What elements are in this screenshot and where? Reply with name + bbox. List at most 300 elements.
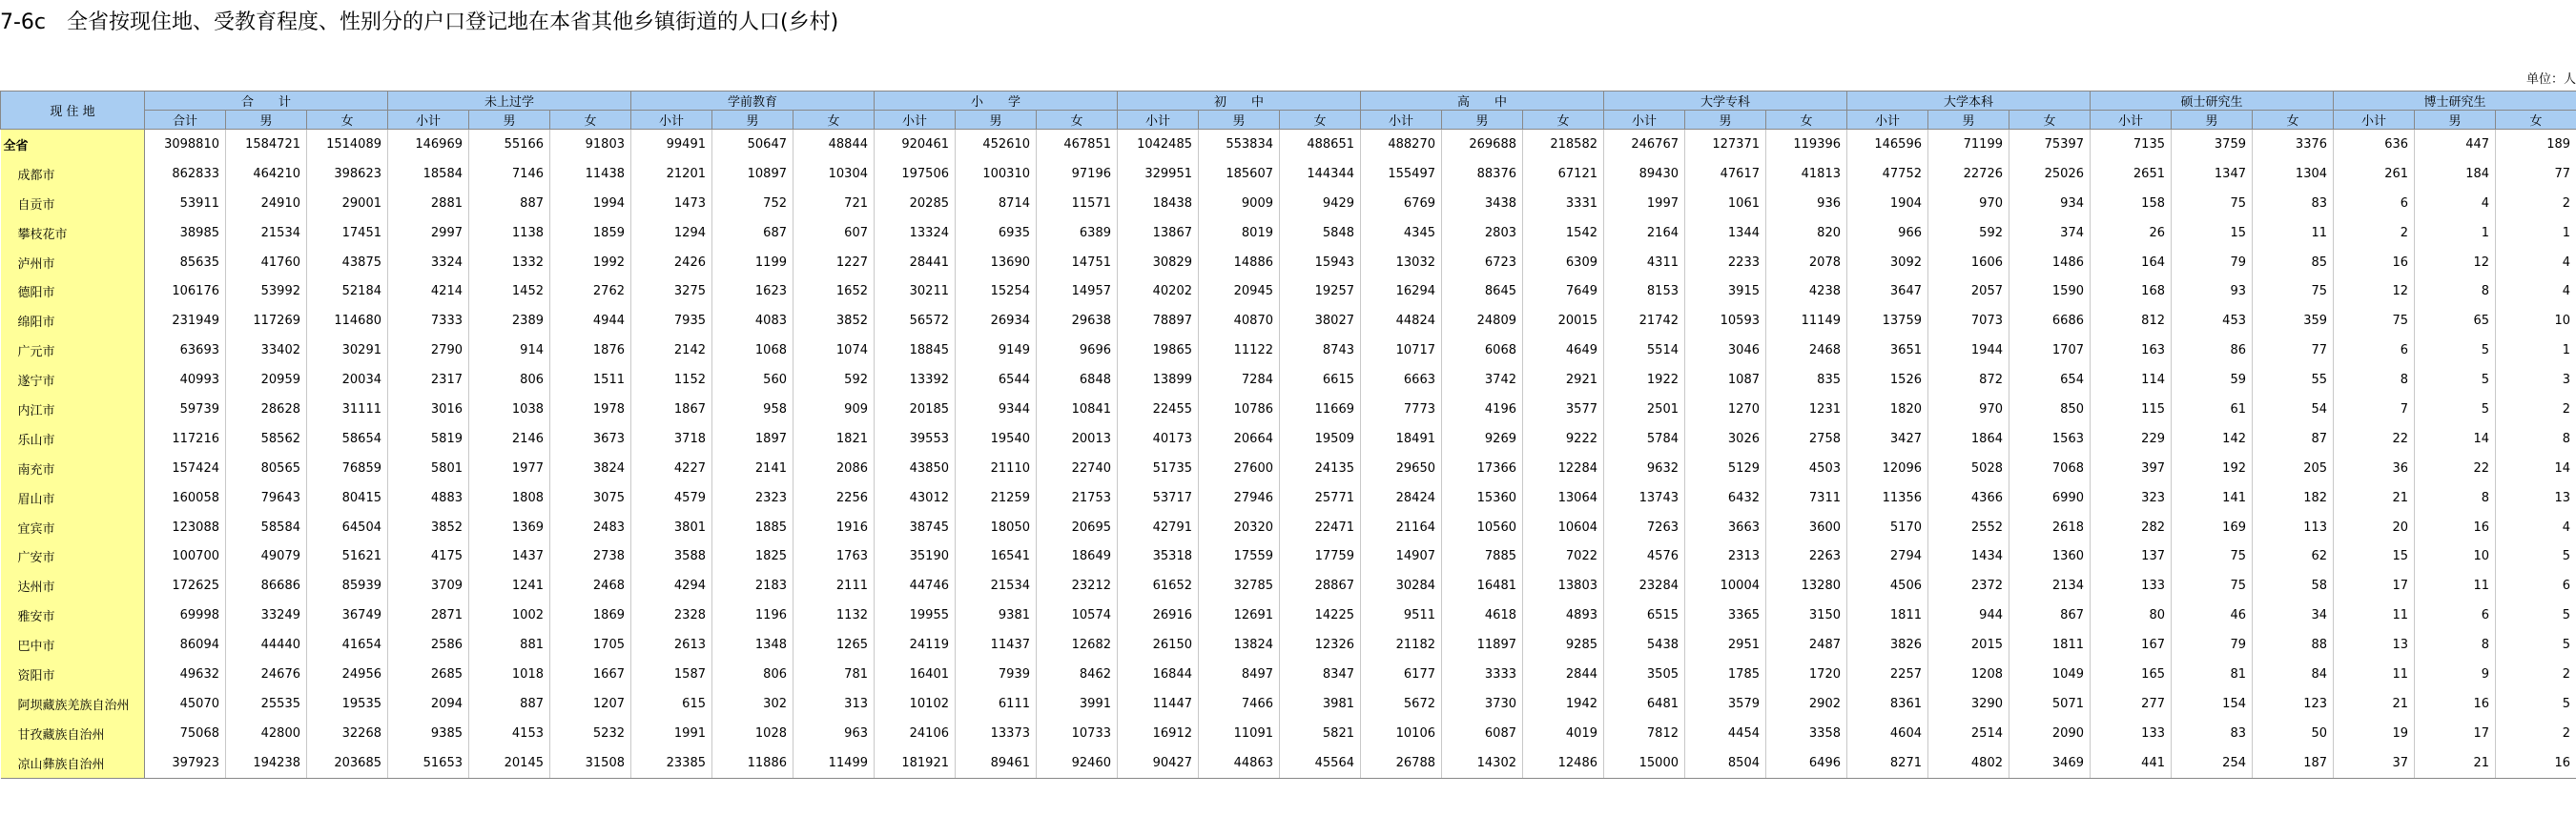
- value-cell: 2881: [388, 189, 469, 218]
- value-cell: 8743: [1280, 336, 1361, 365]
- value-cell: 9385: [388, 719, 469, 748]
- value-cell: 79: [2172, 248, 2253, 277]
- value-cell: 2762: [550, 276, 631, 306]
- value-cell: 75: [2172, 541, 2253, 571]
- value-cell: 13690: [956, 248, 1037, 277]
- value-cell: 721: [793, 189, 875, 218]
- value-cell: 4196: [1442, 395, 1523, 424]
- table-row: [1, 306, 2576, 336]
- value-cell: 229: [2091, 424, 2172, 454]
- value-cell: 19535: [307, 689, 388, 719]
- value-cell: 38027: [1280, 306, 1361, 336]
- value-cell: 1332: [469, 248, 550, 277]
- value-cell: 2134: [2009, 571, 2091, 601]
- value-cell: 2090: [2009, 719, 2091, 748]
- value-cell: 607: [793, 218, 875, 248]
- sub-header: 小计: [875, 111, 956, 130]
- value-cell: 269688: [1442, 130, 1523, 159]
- value-cell: 75: [2253, 276, 2334, 306]
- value-cell: 16481: [1442, 571, 1523, 601]
- value-cell: 1897: [712, 424, 793, 454]
- value-cell: 17559: [1199, 541, 1280, 571]
- value-cell: 29638: [1037, 306, 1118, 336]
- value-cell: 1304: [2253, 159, 2334, 189]
- value-cell: 185607: [1199, 159, 1280, 189]
- value-cell: 398623: [307, 159, 388, 189]
- value-cell: 127371: [1685, 130, 1766, 159]
- value-cell: 20013: [1037, 424, 1118, 454]
- value-cell: 5672: [1361, 689, 1442, 719]
- value-cell: 184: [2415, 159, 2496, 189]
- sub-header: 小计: [1118, 111, 1199, 130]
- table-row: [1, 248, 2576, 277]
- value-cell: 867: [2009, 601, 2091, 630]
- value-cell: 560: [712, 365, 793, 395]
- value-cell: 1348: [712, 630, 793, 660]
- value-cell: 13280: [1766, 571, 1847, 601]
- value-cell: 6: [2496, 571, 2576, 601]
- value-cell: 36: [2334, 454, 2415, 483]
- value-cell: 1028: [712, 719, 793, 748]
- value-cell: 80: [2091, 601, 2172, 630]
- value-cell: 19865: [1118, 336, 1199, 365]
- value-cell: 16401: [875, 660, 956, 689]
- value-cell: 4802: [1928, 748, 2009, 778]
- value-cell: 20034: [307, 365, 388, 395]
- value-cell: 58584: [226, 513, 307, 542]
- value-cell: 146969: [388, 130, 469, 159]
- value-cell: 8645: [1442, 276, 1523, 306]
- value-cell: 1347: [2172, 159, 2253, 189]
- value-cell: 18438: [1118, 189, 1199, 218]
- value-cell: 6111: [956, 689, 1037, 719]
- value-cell: 157424: [145, 454, 226, 483]
- region-cell: 遂宁市: [1, 365, 145, 395]
- value-cell: 6: [2334, 189, 2415, 218]
- value-cell: 881: [469, 630, 550, 660]
- value-cell: 2233: [1685, 248, 1766, 277]
- value-cell: 2468: [1766, 336, 1847, 365]
- value-cell: 1087: [1685, 365, 1766, 395]
- value-cell: 3505: [1604, 660, 1685, 689]
- value-cell: 197506: [875, 159, 956, 189]
- value-cell: 2256: [793, 483, 875, 513]
- value-cell: 19: [2334, 719, 2415, 748]
- value-cell: 93: [2172, 276, 2253, 306]
- value-cell: 2483: [550, 513, 631, 542]
- value-cell: 20959: [226, 365, 307, 395]
- value-cell: 7073: [1928, 306, 2009, 336]
- value-cell: 10717: [1361, 336, 1442, 365]
- value-cell: 246767: [1604, 130, 1685, 159]
- value-cell: 3075: [550, 483, 631, 513]
- value-cell: 55: [2253, 365, 2334, 395]
- value-cell: 23284: [1604, 571, 1685, 601]
- value-cell: 10786: [1199, 395, 1280, 424]
- value-cell: 165: [2091, 660, 2172, 689]
- table-row: [1, 276, 2576, 306]
- value-cell: 6935: [956, 218, 1037, 248]
- value-cell: 21: [2334, 483, 2415, 513]
- value-cell: 6389: [1037, 218, 1118, 248]
- value-cell: 15943: [1280, 248, 1361, 277]
- value-cell: 5848: [1280, 218, 1361, 248]
- value-cell: 1207: [550, 689, 631, 719]
- value-cell: 5801: [388, 454, 469, 483]
- value-cell: 4019: [1523, 719, 1604, 748]
- value-cell: 20: [2334, 513, 2415, 542]
- value-cell: 16: [2415, 689, 2496, 719]
- sub-header: 男: [469, 111, 550, 130]
- value-cell: 1514089: [307, 130, 388, 159]
- value-cell: 1241: [469, 571, 550, 601]
- value-cell: 7939: [956, 660, 1037, 689]
- value-cell: 1231: [1766, 395, 1847, 424]
- sub-header: 小计: [1847, 111, 1928, 130]
- value-cell: 11886: [712, 748, 793, 778]
- value-cell: 1199: [712, 248, 793, 277]
- value-cell: 28441: [875, 248, 956, 277]
- page-title: 7-6c 全省按现住地、受教育程度、性别分的户口登记地在本省其他乡镇街道的人口(乡村): [0, 10, 839, 34]
- value-cell: 5028: [1928, 454, 2009, 483]
- value-cell: 18649: [1037, 541, 1118, 571]
- value-cell: 282: [2091, 513, 2172, 542]
- value-cell: 1208: [1928, 660, 2009, 689]
- value-cell: 75068: [145, 719, 226, 748]
- value-cell: 17451: [307, 218, 388, 248]
- value-cell: 24119: [875, 630, 956, 660]
- value-cell: 7146: [469, 159, 550, 189]
- value-cell: 3: [2496, 365, 2576, 395]
- value-cell: 1652: [793, 276, 875, 306]
- value-cell: 11897: [1442, 630, 1523, 660]
- value-cell: 6663: [1361, 365, 1442, 395]
- value-cell: 2015: [1928, 630, 2009, 660]
- value-cell: 2426: [631, 248, 712, 277]
- group-header: 高 中: [1361, 92, 1604, 111]
- value-cell: 21164: [1361, 513, 1442, 542]
- value-cell: 37: [2334, 748, 2415, 778]
- value-cell: 11437: [956, 630, 1037, 660]
- value-cell: 61: [2172, 395, 2253, 424]
- value-cell: 22471: [1280, 513, 1361, 542]
- value-cell: 35190: [875, 541, 956, 571]
- value-cell: 9222: [1523, 424, 1604, 454]
- value-cell: 5: [2496, 630, 2576, 660]
- value-cell: 41760: [226, 248, 307, 277]
- value-cell: 359: [2253, 306, 2334, 336]
- value-cell: 80415: [307, 483, 388, 513]
- value-cell: 1074: [793, 336, 875, 365]
- value-cell: 1944: [1928, 336, 2009, 365]
- value-cell: 2501: [1604, 395, 1685, 424]
- value-cell: 11091: [1199, 719, 1280, 748]
- value-cell: 4366: [1928, 483, 2009, 513]
- table-row: [1, 748, 2576, 778]
- value-cell: 77: [2496, 159, 2576, 189]
- value-cell: 7068: [2009, 454, 2091, 483]
- value-cell: 6686: [2009, 306, 2091, 336]
- value-cell: 79643: [226, 483, 307, 513]
- region-cell: 乐山市: [1, 424, 145, 454]
- value-cell: 2951: [1685, 630, 1766, 660]
- value-cell: 374: [2009, 218, 2091, 248]
- region-cell: 凉山彝族自治州: [1, 748, 145, 778]
- region-cell: 内江市: [1, 395, 145, 424]
- value-cell: 54: [2253, 395, 2334, 424]
- group-header: 未上过学: [388, 92, 631, 111]
- value-cell: 90427: [1118, 748, 1199, 778]
- value-cell: 25535: [226, 689, 307, 719]
- value-cell: 4083: [712, 306, 793, 336]
- value-cell: 3852: [388, 513, 469, 542]
- value-cell: 7466: [1199, 689, 1280, 719]
- value-cell: 2323: [712, 483, 793, 513]
- value-cell: 28628: [226, 395, 307, 424]
- value-cell: 21: [2415, 748, 2496, 778]
- table-row: [1, 660, 2576, 689]
- value-cell: 5819: [388, 424, 469, 454]
- value-cell: 14: [2496, 454, 2576, 483]
- value-cell: 22726: [1928, 159, 2009, 189]
- value-cell: 1511: [550, 365, 631, 395]
- value-cell: 7135: [2091, 130, 2172, 159]
- table-row: [1, 130, 2576, 159]
- value-cell: 20945: [1199, 276, 1280, 306]
- value-cell: 8: [2496, 424, 2576, 454]
- value-cell: 3801: [631, 513, 712, 542]
- value-cell: 99491: [631, 130, 712, 159]
- value-cell: 5232: [550, 719, 631, 748]
- value-cell: 2586: [388, 630, 469, 660]
- value-cell: 1763: [793, 541, 875, 571]
- value-cell: 16294: [1361, 276, 1442, 306]
- value-cell: 44824: [1361, 306, 1442, 336]
- value-cell: 1563: [2009, 424, 2091, 454]
- table-row: [1, 365, 2576, 395]
- table-row: [1, 630, 2576, 660]
- value-cell: 4175: [388, 541, 469, 571]
- region-cell: 阿坝藏族羌族自治州: [1, 689, 145, 719]
- value-cell: 3376: [2253, 130, 2334, 159]
- value-cell: 7812: [1604, 719, 1685, 748]
- value-cell: 6723: [1442, 248, 1523, 277]
- value-cell: 86094: [145, 630, 226, 660]
- value-cell: 2651: [2091, 159, 2172, 189]
- value-cell: 11: [2334, 660, 2415, 689]
- value-cell: 30284: [1361, 571, 1442, 601]
- group-header: 大学专科: [1604, 92, 1847, 111]
- value-cell: 12: [2334, 276, 2415, 306]
- value-cell: 1667: [550, 660, 631, 689]
- value-cell: 1452: [469, 276, 550, 306]
- value-cell: 19509: [1280, 424, 1361, 454]
- value-cell: 7773: [1361, 395, 1442, 424]
- value-cell: 12284: [1523, 454, 1604, 483]
- group-header-row: [1, 92, 2576, 111]
- value-cell: 2146: [469, 424, 550, 454]
- value-cell: 137: [2091, 541, 2172, 571]
- value-cell: 13373: [956, 719, 1037, 748]
- value-cell: 687: [712, 218, 793, 248]
- value-cell: 43850: [875, 454, 956, 483]
- sub-header: 女: [1766, 111, 1847, 130]
- value-cell: 58: [2253, 571, 2334, 601]
- value-cell: 3324: [388, 248, 469, 277]
- value-cell: 2183: [712, 571, 793, 601]
- value-cell: 615: [631, 689, 712, 719]
- value-cell: 10593: [1685, 306, 1766, 336]
- value-cell: 6: [2415, 601, 2496, 630]
- value-cell: 189: [2496, 130, 2576, 159]
- sub-header: 小计: [1604, 111, 1685, 130]
- value-cell: 13759: [1847, 306, 1928, 336]
- value-cell: 11499: [793, 748, 875, 778]
- value-cell: 1138: [469, 218, 550, 248]
- value-cell: 69998: [145, 601, 226, 630]
- value-cell: 4649: [1523, 336, 1604, 365]
- group-header: 学前教育: [631, 92, 875, 111]
- value-cell: 40993: [145, 365, 226, 395]
- value-cell: 34: [2253, 601, 2334, 630]
- value-cell: 16: [2496, 748, 2576, 778]
- value-cell: 27600: [1199, 454, 1280, 483]
- value-cell: 1584721: [226, 130, 307, 159]
- value-cell: 8019: [1199, 218, 1280, 248]
- value-cell: 10604: [1523, 513, 1604, 542]
- value-cell: 2468: [550, 571, 631, 601]
- value-cell: 9632: [1604, 454, 1685, 483]
- value-cell: 2685: [388, 660, 469, 689]
- value-cell: 277: [2091, 689, 2172, 719]
- value-cell: 914: [469, 336, 550, 365]
- value-cell: 133: [2091, 571, 2172, 601]
- value-cell: 8497: [1199, 660, 1280, 689]
- value-cell: 5: [2496, 689, 2576, 719]
- value-cell: 86: [2172, 336, 2253, 365]
- value-cell: 397: [2091, 454, 2172, 483]
- value-cell: 5129: [1685, 454, 1766, 483]
- value-cell: 3673: [550, 424, 631, 454]
- sub-header: 女: [1280, 111, 1361, 130]
- value-cell: 11438: [550, 159, 631, 189]
- value-cell: 2738: [550, 541, 631, 571]
- value-cell: 21753: [1037, 483, 1118, 513]
- value-cell: 16912: [1118, 719, 1199, 748]
- value-cell: 4227: [631, 454, 712, 483]
- value-cell: 5: [2496, 601, 2576, 630]
- value-cell: 806: [712, 660, 793, 689]
- value-cell: 8462: [1037, 660, 1118, 689]
- value-cell: 1820: [1847, 395, 1928, 424]
- value-cell: 1360: [2009, 541, 2091, 571]
- value-cell: 467851: [1037, 130, 1118, 159]
- value-cell: 40870: [1199, 306, 1280, 336]
- unit-label: 单位：人: [2525, 72, 2576, 87]
- value-cell: 1061: [1685, 189, 1766, 218]
- value-cell: 12682: [1037, 630, 1118, 660]
- value-cell: 192: [2172, 454, 2253, 483]
- value-cell: 14907: [1361, 541, 1442, 571]
- value-cell: 39553: [875, 424, 956, 454]
- value-cell: 4214: [388, 276, 469, 306]
- sub-header: 男: [1442, 111, 1523, 130]
- value-cell: 3718: [631, 424, 712, 454]
- value-cell: 5438: [1604, 630, 1685, 660]
- value-cell: 3709: [388, 571, 469, 601]
- value-cell: 133: [2091, 719, 2172, 748]
- value-cell: 45070: [145, 689, 226, 719]
- value-cell: 3469: [2009, 748, 2091, 778]
- value-cell: 123: [2253, 689, 2334, 719]
- value-cell: 33402: [226, 336, 307, 365]
- table-row: [1, 336, 2576, 365]
- value-cell: 14: [2415, 424, 2496, 454]
- value-cell: 3427: [1847, 424, 1928, 454]
- value-cell: 52184: [307, 276, 388, 306]
- value-cell: 187: [2253, 748, 2334, 778]
- value-cell: 3826: [1847, 630, 1928, 660]
- value-cell: 62: [2253, 541, 2334, 571]
- value-cell: 10102: [875, 689, 956, 719]
- value-cell: 65: [2415, 306, 2496, 336]
- value-cell: 9696: [1037, 336, 1118, 365]
- value-cell: 8: [2334, 365, 2415, 395]
- value-cell: 4: [2496, 513, 2576, 542]
- value-cell: 3092: [1847, 248, 1928, 277]
- value-cell: 8347: [1280, 660, 1361, 689]
- value-cell: 7935: [631, 306, 712, 336]
- value-cell: 1942: [1523, 689, 1604, 719]
- value-cell: 13064: [1523, 483, 1604, 513]
- value-cell: 28867: [1280, 571, 1361, 601]
- value-cell: 1473: [631, 189, 712, 218]
- value-cell: 1705: [550, 630, 631, 660]
- value-cell: 8: [2415, 276, 2496, 306]
- value-cell: 8271: [1847, 748, 1928, 778]
- value-cell: 2313: [1685, 541, 1766, 571]
- value-cell: 78897: [1118, 306, 1199, 336]
- value-cell: 850: [2009, 395, 2091, 424]
- value-cell: 1018: [469, 660, 550, 689]
- table-row: [1, 689, 2576, 719]
- sub-header: 女: [1523, 111, 1604, 130]
- value-cell: 1227: [793, 248, 875, 277]
- value-cell: 2997: [388, 218, 469, 248]
- value-cell: 51735: [1118, 454, 1199, 483]
- value-cell: 2328: [631, 601, 712, 630]
- value-cell: 58562: [226, 424, 307, 454]
- value-cell: 31508: [550, 748, 631, 778]
- value-cell: 1038: [469, 395, 550, 424]
- value-cell: 194238: [226, 748, 307, 778]
- value-cell: 2552: [1928, 513, 2009, 542]
- value-cell: 5: [2415, 365, 2496, 395]
- value-cell: 100310: [956, 159, 1037, 189]
- value-cell: 1002: [469, 601, 550, 630]
- value-cell: 167: [2091, 630, 2172, 660]
- value-cell: 4883: [388, 483, 469, 513]
- region-cell: 成都市: [1, 159, 145, 189]
- value-cell: 3588: [631, 541, 712, 571]
- value-cell: 313: [793, 689, 875, 719]
- value-cell: 488270: [1361, 130, 1442, 159]
- value-cell: 2803: [1442, 218, 1523, 248]
- table-body: [1, 130, 2576, 779]
- value-cell: 636: [2334, 130, 2415, 159]
- value-cell: 12: [2415, 248, 2496, 277]
- value-cell: 44440: [226, 630, 307, 660]
